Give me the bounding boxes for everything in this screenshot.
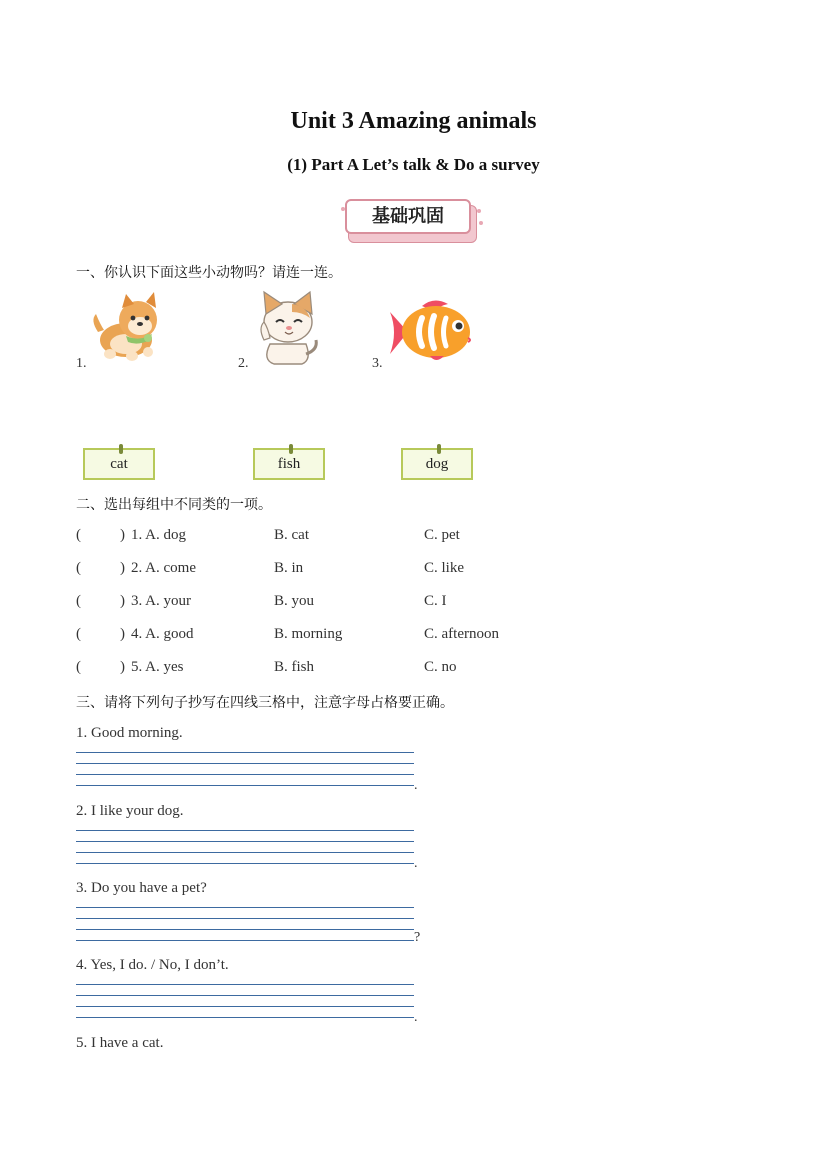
- end-punctuation: .: [414, 778, 418, 793]
- writing-lines[interactable]: [76, 907, 414, 941]
- section-3-heading: 三、请将下列句子抄写在四线三格中，注意字母占格要正确。: [76, 695, 454, 711]
- badge-label: 基础巩固: [345, 199, 471, 234]
- writing-lines[interactable]: [76, 830, 414, 864]
- option-c: C. pet: [424, 527, 460, 543]
- clip-icon: [437, 444, 441, 454]
- picture-number: 2.: [238, 356, 249, 371]
- answer-bracket-open: (: [76, 659, 81, 675]
- option-a: 4. A. good: [131, 626, 194, 642]
- answer-bracket-open: (: [76, 560, 81, 576]
- end-punctuation: .: [414, 1010, 418, 1025]
- option-b: B. you: [274, 593, 315, 609]
- word-box-fish[interactable]: [253, 448, 325, 480]
- sentence-prompt: 4. Yes, I do. / No, I don’t.: [76, 957, 229, 973]
- writing-lines[interactable]: [76, 984, 414, 1018]
- fish-icon: [386, 298, 478, 366]
- answer-bracket-close: ): [120, 527, 125, 543]
- sentence-prompt: 1. Good morning.: [76, 725, 183, 741]
- answer-bracket-close: ): [120, 560, 125, 576]
- option-a: 1. A. dog: [131, 527, 187, 543]
- option-c: C. I: [424, 593, 447, 609]
- option-a: 3. A. your: [131, 593, 191, 609]
- option-b: B. morning: [274, 626, 343, 642]
- sentence-prompt: 2. I like your dog.: [76, 803, 184, 819]
- answer-bracket-close: ): [120, 659, 125, 675]
- option-c: C. no: [424, 659, 457, 675]
- section-badge: [345, 199, 479, 243]
- clip-icon: [119, 444, 123, 454]
- answer-bracket-open: (: [76, 527, 81, 543]
- answer-bracket-open: (: [76, 593, 81, 609]
- sentence-prompt: 3. Do you have a pet?: [76, 880, 207, 896]
- answer-bracket-close: ): [120, 626, 125, 642]
- word-box-dog[interactable]: [401, 448, 473, 480]
- question-row[interactable]: [76, 626, 536, 646]
- picture-number: 1.: [76, 356, 87, 371]
- answer-bracket-open: (: [76, 626, 81, 642]
- word-label: fish: [277, 456, 301, 472]
- badge-dot: [341, 207, 345, 211]
- badge-dot: [479, 221, 483, 225]
- option-b: B. fish: [274, 659, 315, 675]
- word-label: dog: [425, 456, 449, 472]
- clip-icon: [289, 444, 293, 454]
- page-subtitle: (1) Part A Let’s talk & Do a survey: [287, 155, 540, 174]
- word-label: cat: [110, 456, 128, 472]
- end-punctuation: .: [414, 856, 418, 871]
- writing-lines[interactable]: [76, 752, 414, 786]
- question-row[interactable]: [76, 593, 536, 613]
- question-row[interactable]: [76, 659, 536, 679]
- dog-icon: [88, 290, 170, 366]
- picture-number: 3.: [372, 356, 383, 371]
- word-box-cat[interactable]: [83, 448, 155, 480]
- option-a: 2. A. come: [131, 560, 196, 576]
- answer-bracket-close: ): [120, 593, 125, 609]
- option-a: 5. A. yes: [131, 659, 184, 675]
- section-2-heading: 二、选出每组中不同类的一项。: [76, 497, 272, 513]
- sentence-prompt: 5. I have a cat.: [76, 1035, 164, 1051]
- option-c: C. afternoon: [424, 626, 499, 642]
- option-b: B. cat: [274, 527, 309, 543]
- badge-dot: [477, 209, 481, 213]
- option-b: B. in: [274, 560, 304, 576]
- section-1-heading: 一、你认识下面这些小动物吗？请连一连。: [76, 265, 342, 281]
- question-row[interactable]: [76, 560, 536, 580]
- option-c: C. like: [424, 560, 464, 576]
- question-row[interactable]: [76, 527, 536, 547]
- page-title: Unit 3 Amazing animals: [290, 108, 537, 134]
- end-punctuation: ?: [414, 930, 421, 945]
- cat-icon: [252, 288, 322, 368]
